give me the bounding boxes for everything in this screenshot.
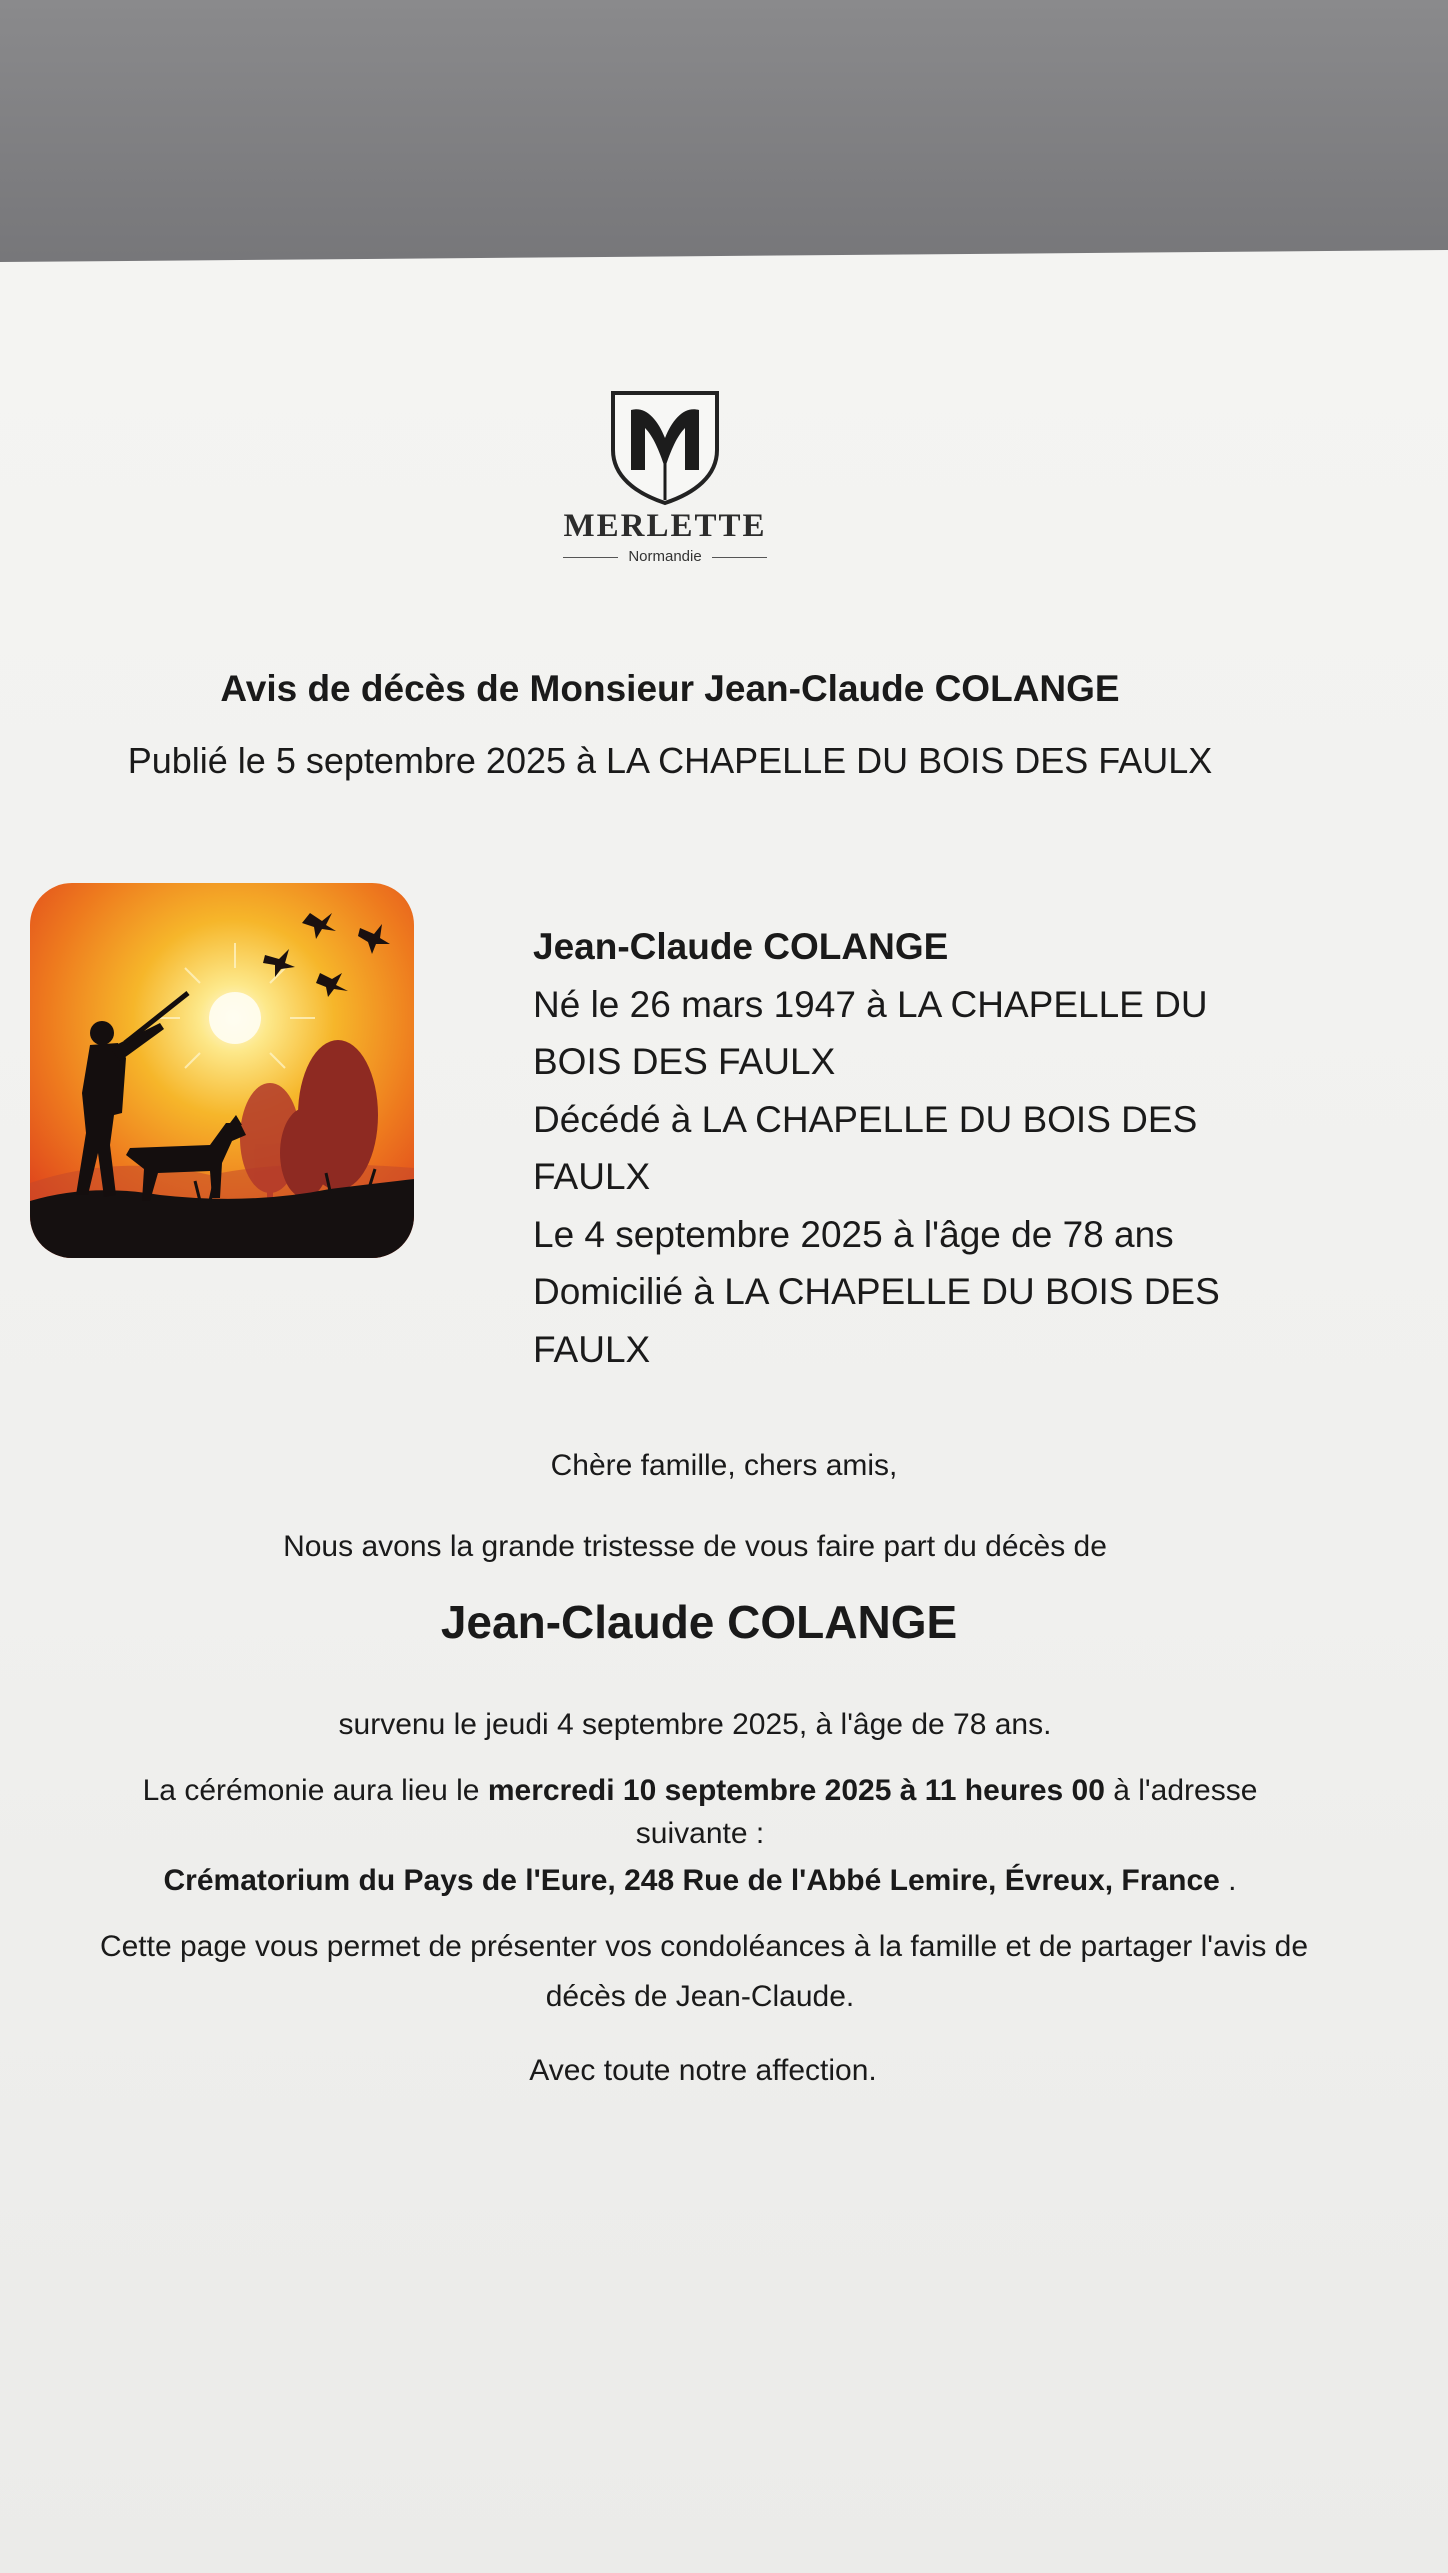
deceased-details bbox=[533, 918, 1353, 1378]
ceremony-prefix: La cérémonie aura lieu le bbox=[142, 1774, 488, 1807]
ceremony-address-line bbox=[0, 1862, 1400, 1900]
details-line: Né le 26 mars 1947 à LA CHAPELLE DU bbox=[533, 983, 1208, 1025]
details-line: Domicilié à LA CHAPELLE DU BOIS DES bbox=[533, 1271, 1220, 1312]
greeting: Chère famille, chers amis, bbox=[550, 1449, 898, 1482]
condolences-text-1: Cette page vous permet de présenter vos condoléances à la famille et de partager l'avis de bbox=[99, 1930, 1309, 1963]
merlette-logo bbox=[545, 388, 785, 578]
ceremony-suffix: à l'adresse bbox=[1104, 1774, 1258, 1807]
hunter-dog-sunset-image bbox=[30, 883, 414, 1258]
ceremony-address: Crématorium du Pays de l'Eure, 248 Rue de l'Abbé Lemire, Évreux, France bbox=[163, 1864, 1220, 1897]
ceremony-date: mercredi 10 septembre 2025 à 11 heures 00 bbox=[487, 1774, 1105, 1807]
details-line: Décédé à LA CHAPELLE DU BOIS DES bbox=[533, 1098, 1198, 1140]
ceremony-line-2: suivante : bbox=[635, 1817, 765, 1850]
condolences-text-2: décès de Jean-Claude. bbox=[545, 1980, 855, 2013]
details-line: Le 4 septembre 2025 à l'âge de 78 ans bbox=[533, 1213, 1174, 1255]
death-date-line: survenu le jeudi 4 septembre 2025, à l'âge de 78 ans. bbox=[338, 1708, 1052, 1741]
logo-wordmark: MERLETTE bbox=[563, 508, 767, 544]
intro-text: Nous avons la grande tristesse de vous faire part du décès de bbox=[283, 1530, 1107, 1563]
ceremony-line bbox=[0, 1772, 1400, 1810]
shield-logo-icon bbox=[545, 388, 785, 508]
paper-sheet bbox=[0, 250, 1448, 2573]
logo-subtitle: Normandie bbox=[545, 548, 785, 565]
details-line: FAULX bbox=[533, 1156, 651, 1197]
notice-title: Avis de décès de Monsieur Jean-Claude COLANGE bbox=[220, 668, 1120, 709]
closing-text: Avec toute notre affection. bbox=[529, 2054, 877, 2087]
address-end: . bbox=[1219, 1864, 1237, 1897]
details-line: FAULX bbox=[533, 1328, 651, 1370]
details-line: BOIS DES FAULX bbox=[533, 1041, 836, 1082]
deceased-name-large: Jean-Claude COLANGE bbox=[440, 1596, 958, 1648]
details-name: Jean-Claude COLANGE bbox=[533, 926, 949, 967]
notice-published: Publié le 5 septembre 2025 à LA CHAPELLE DU BOIS DES FAULX bbox=[127, 740, 1213, 781]
